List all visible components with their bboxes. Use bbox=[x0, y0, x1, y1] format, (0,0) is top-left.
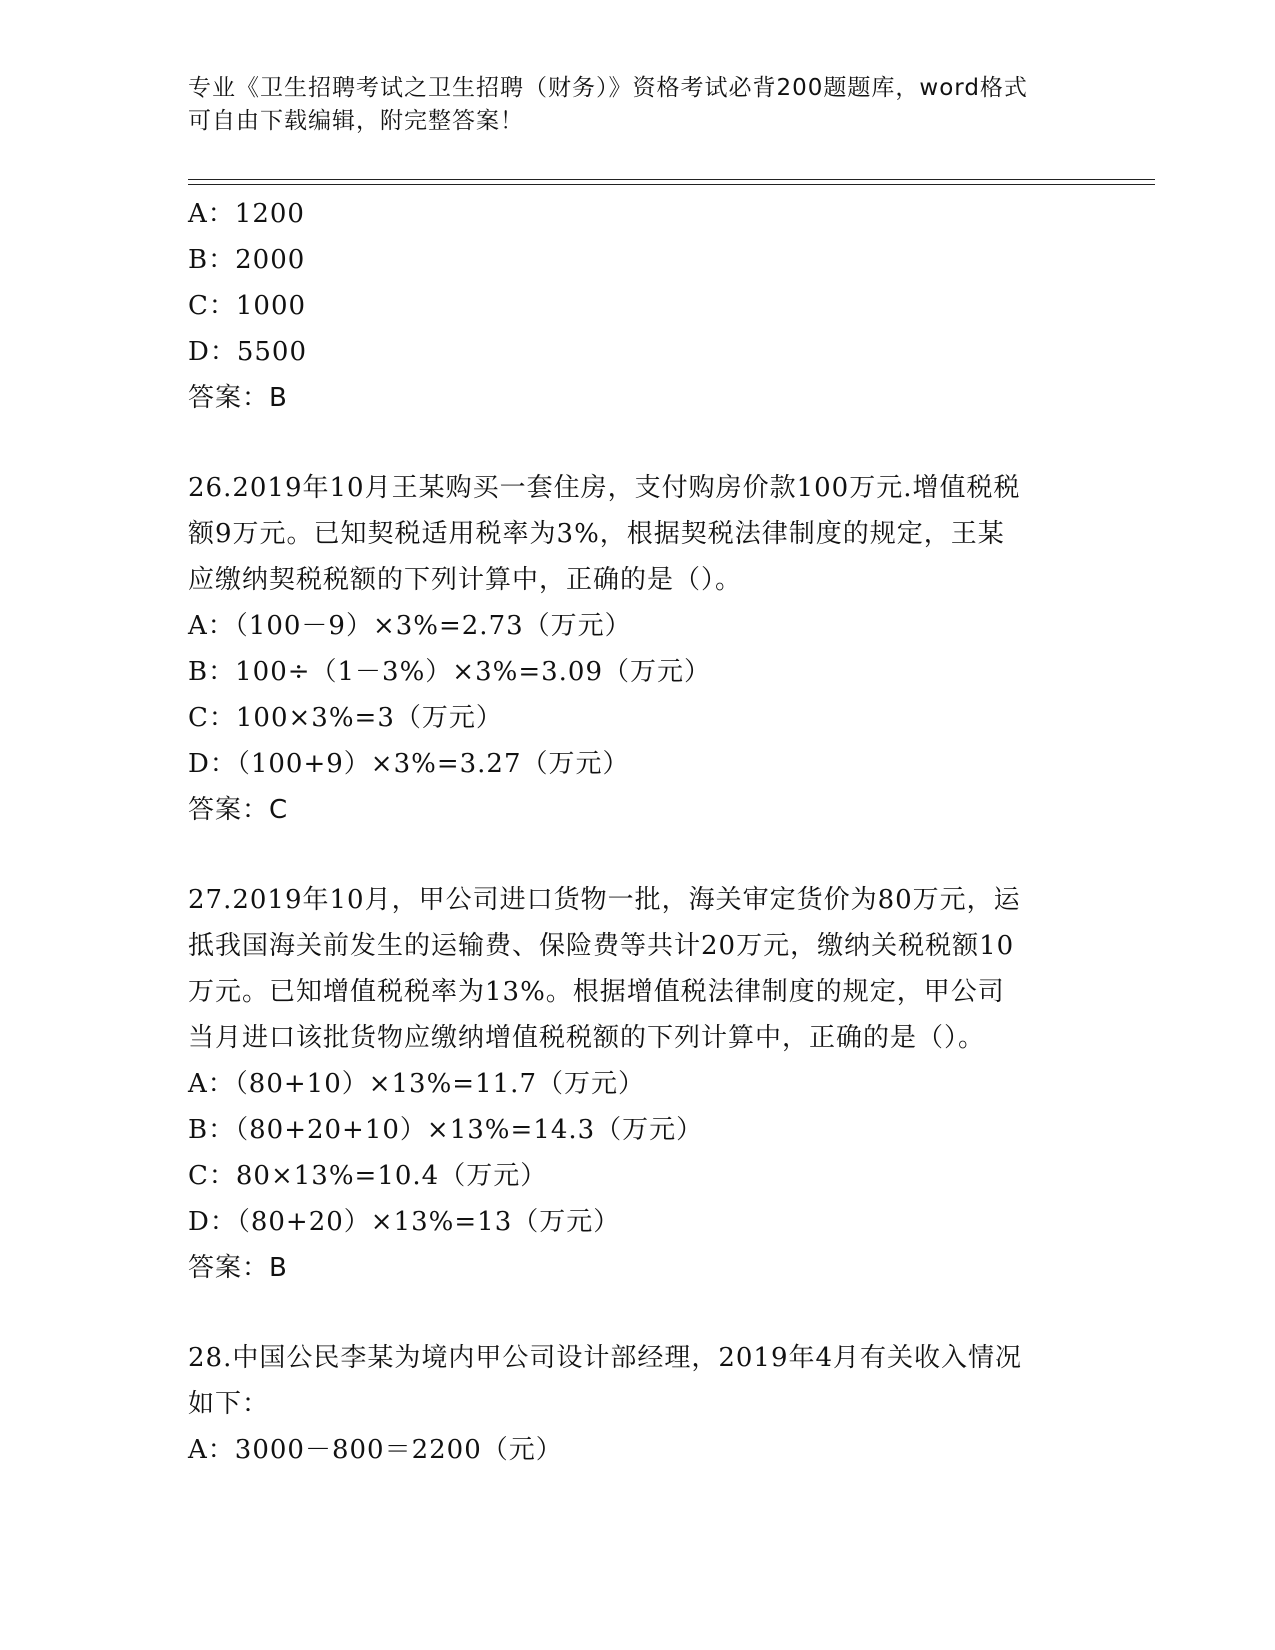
header-divider-top bbox=[188, 179, 1155, 180]
question-text-line: 抵我国海关前发生的运输费、保险费等共计20万元，缴纳关税税额10 bbox=[188, 931, 1015, 961]
option-d: D：（100+9）×3%=3.27（万元） bbox=[188, 749, 630, 779]
option-a: A：3000－800＝2200（元） bbox=[188, 1435, 563, 1465]
question-block-28 bbox=[188, 1335, 1088, 1473]
option-c: C：80×13%=10.4（万元） bbox=[188, 1161, 548, 1191]
question-text-line: 28.中国公民李某为境内甲公司设计部经理，2019年4月有关收入情况 bbox=[188, 1343, 1023, 1373]
option-a: A：（80+10）×13%=11.7（万元） bbox=[188, 1069, 645, 1099]
answer-line: 答案：B bbox=[188, 383, 288, 413]
answer-line: 答案：B bbox=[188, 1253, 288, 1283]
spacer bbox=[188, 421, 1088, 465]
answer-line: 答案：C bbox=[188, 795, 289, 825]
question-text-line: 26.2019年10月王某购买一套住房，支付购房价款100万元.增值税税 bbox=[188, 473, 1021, 503]
question-text-line: 额9万元。已知契税适用税率为3%，根据契税法律制度的规定，王某 bbox=[188, 519, 1005, 549]
question-block-26 bbox=[188, 465, 1088, 833]
option-c: C：1000 bbox=[188, 291, 307, 321]
option-d: D：5500 bbox=[188, 337, 308, 367]
spacer bbox=[188, 833, 1088, 877]
question-text-line: 万元。已知增值税税率为13%。根据增值税法律制度的规定，甲公司 bbox=[188, 977, 1005, 1007]
question-text-line: 当月进口该批货物应缴纳增值税税额的下列计算中，正确的是（）。 bbox=[188, 1023, 986, 1053]
document-header bbox=[188, 72, 1068, 138]
option-b: B：2000 bbox=[188, 245, 306, 275]
option-a: A：（100－9）×3%=2.73（万元） bbox=[188, 611, 632, 641]
option-a: A：1200 bbox=[188, 199, 305, 229]
header-divider-bottom bbox=[188, 184, 1155, 185]
option-d: D：（80+20）×13%=13（万元） bbox=[188, 1207, 621, 1237]
question-block-27 bbox=[188, 877, 1088, 1291]
option-c: C：100×3%=3（万元） bbox=[188, 703, 503, 733]
question-text-line: 27.2019年10月，甲公司进口货物一批，海关审定货价为80万元，运 bbox=[188, 885, 1021, 915]
option-b: B：（80+20+10）×13%=14.3（万元） bbox=[188, 1115, 704, 1145]
question-block-25 bbox=[188, 191, 1088, 421]
question-list bbox=[188, 191, 1088, 1473]
header-title-line-2: 可自由下载编辑，附完整答案！ bbox=[188, 108, 524, 134]
option-b: B：100÷（1－3%）×3%=3.09（万元） bbox=[188, 657, 712, 687]
header-title-line-1: 专业《卫生招聘考试之卫生招聘（财务）》资格考试必背200题题库，word格式 bbox=[188, 75, 1028, 101]
question-text-line: 应缴纳契税税额的下列计算中，正确的是（）。 bbox=[188, 565, 743, 595]
spacer bbox=[188, 1291, 1088, 1335]
question-text-line: 如下： bbox=[188, 1389, 270, 1419]
